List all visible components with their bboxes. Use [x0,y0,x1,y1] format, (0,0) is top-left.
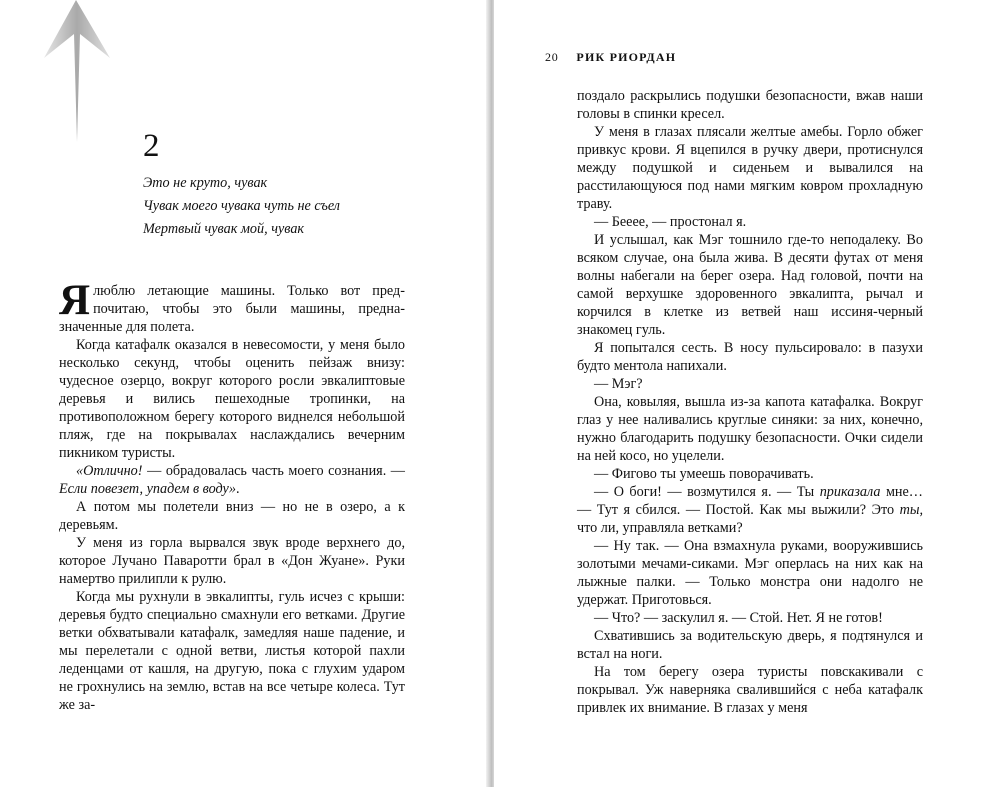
epigraph [143,172,443,241]
running-head [545,50,676,65]
epigraph-line: Чувак моего чувака чуть не съел [143,198,340,214]
paragraph: — О боги! — возмутился я. — Ты приказала мне… — Тут я сбился. — Постой. Как мы выжили? Это ты, что ли, управляла ветками? [577,484,923,536]
paragraph: — Что? — заскулил я. — Стой. Нет. Я не готов! [594,610,883,626]
paragraph: И услышал, как Мэг тошнило где-то неподалеку. Во всяком случае, она была жива. В десяти футах от меня волны набегали на берег озера. Над головой, почти на самой верхушке здоровенного эвкалипта, рычал и корчился в клетке из ветвей наш иссиня-черный знакомец гуль. [577,232,923,338]
left-body-text [59,277,405,714]
paragraph: — Мэг? [594,376,643,392]
left-page [0,0,488,787]
paragraph: Когда катафалк оказался в невесомости, у меня было несколько секунд, чтобы оценить пейзаж внизу: чудесное озерцо, вокруг которого росли эвкалиптовые деревья и вились пешеходные тропинки, на противоположном берегу которого виднелся небольшой пляж, где на покрывалах наслаждались вечерним пикником туристы. [59,337,405,461]
paragraph: «Отлично! — обрадовалась часть моего сознания. — Если повезет, упадем в воду». [59,463,405,497]
paragraph: поздало раскрылись подушки безопасности, вжав наши головы в спинки кресел. [577,88,923,122]
drop-cap: Я [59,277,91,324]
epigraph-line: Это не круто, чувак [143,175,268,191]
paragraph: — Ну так. — Она взмахнула руками, вооружившись золотыми мечами-сиками. Мэг оперлась на них как на лыжные палки. — Только монстра они надолго не удержат. Приготовься. [577,538,923,608]
paragraph: Когда мы рухнули в эвкалипты, гуль исчез с крыши: деревья будто специально смахнули его ветками. Другие ветки обхватывали катафалк, замедляя наше падение, и мы перелетали с одной ветви, листья которой пахли леденцами от кашля, на другую, пока с глухим ударом не грохнулись на землю, встав на все четыре колеса. Тут же за- [59,589,405,713]
arrow-decoration [44,0,110,142]
paragraph: Схватившись за водительскую дверь, я подтянулся и встал на ноги. [577,628,923,662]
paragraph: Она, ковыляя, вышла из-за капота катафалка. Вокруг глаз у нее наливались круглые синяки: за них, конечно, нужно благодарить подушку безопасности. Очки сидели на ней косо, но уцелели. [577,394,923,464]
chapter-number: 2 [143,128,160,164]
epigraph-line: Мертвый чувак мой, чувак [143,221,305,237]
paragraph: А потом мы полетели вниз — но не в озеро, а к деревьям. [59,499,405,533]
paragraph: У меня из горла вырвался звук вроде верхнего до, которое Лучано Паваротти брал в «Дон Жуане». Руки намертво прилипли к рулю. [59,535,405,587]
paragraph: Я люблю летающие машины. Только вот предпочитаю, чтобы это были машины, предназначенные для полета. [59,277,405,335]
paragraph: У меня в глазах плясали желтые амебы. Горло обжег привкус крови. Я вцепился в ручку двери, протиснулся между подушкой и сиденьем и вывалился на расстилающуюся под нами мягким ковром прохладную траву. [577,124,923,212]
author-name: РИК РИОРДАН [576,50,677,64]
paragraph: Я попытался сесть. В носу пульсировало: в пазухи будто ментола напихали. [577,340,923,374]
paragraph: На том берегу озера туристы повскакивали с покрывал. Уж наверняка свалившийся с неба катафалк привлек их внимание. В глазах у меня [577,664,923,716]
page-number: 20 [545,50,559,64]
paragraph: — Фигово ты умеешь поворачивать. [594,466,814,482]
right-body-text [577,87,923,717]
paragraph: — Бееее, — простонал я. [594,214,747,230]
